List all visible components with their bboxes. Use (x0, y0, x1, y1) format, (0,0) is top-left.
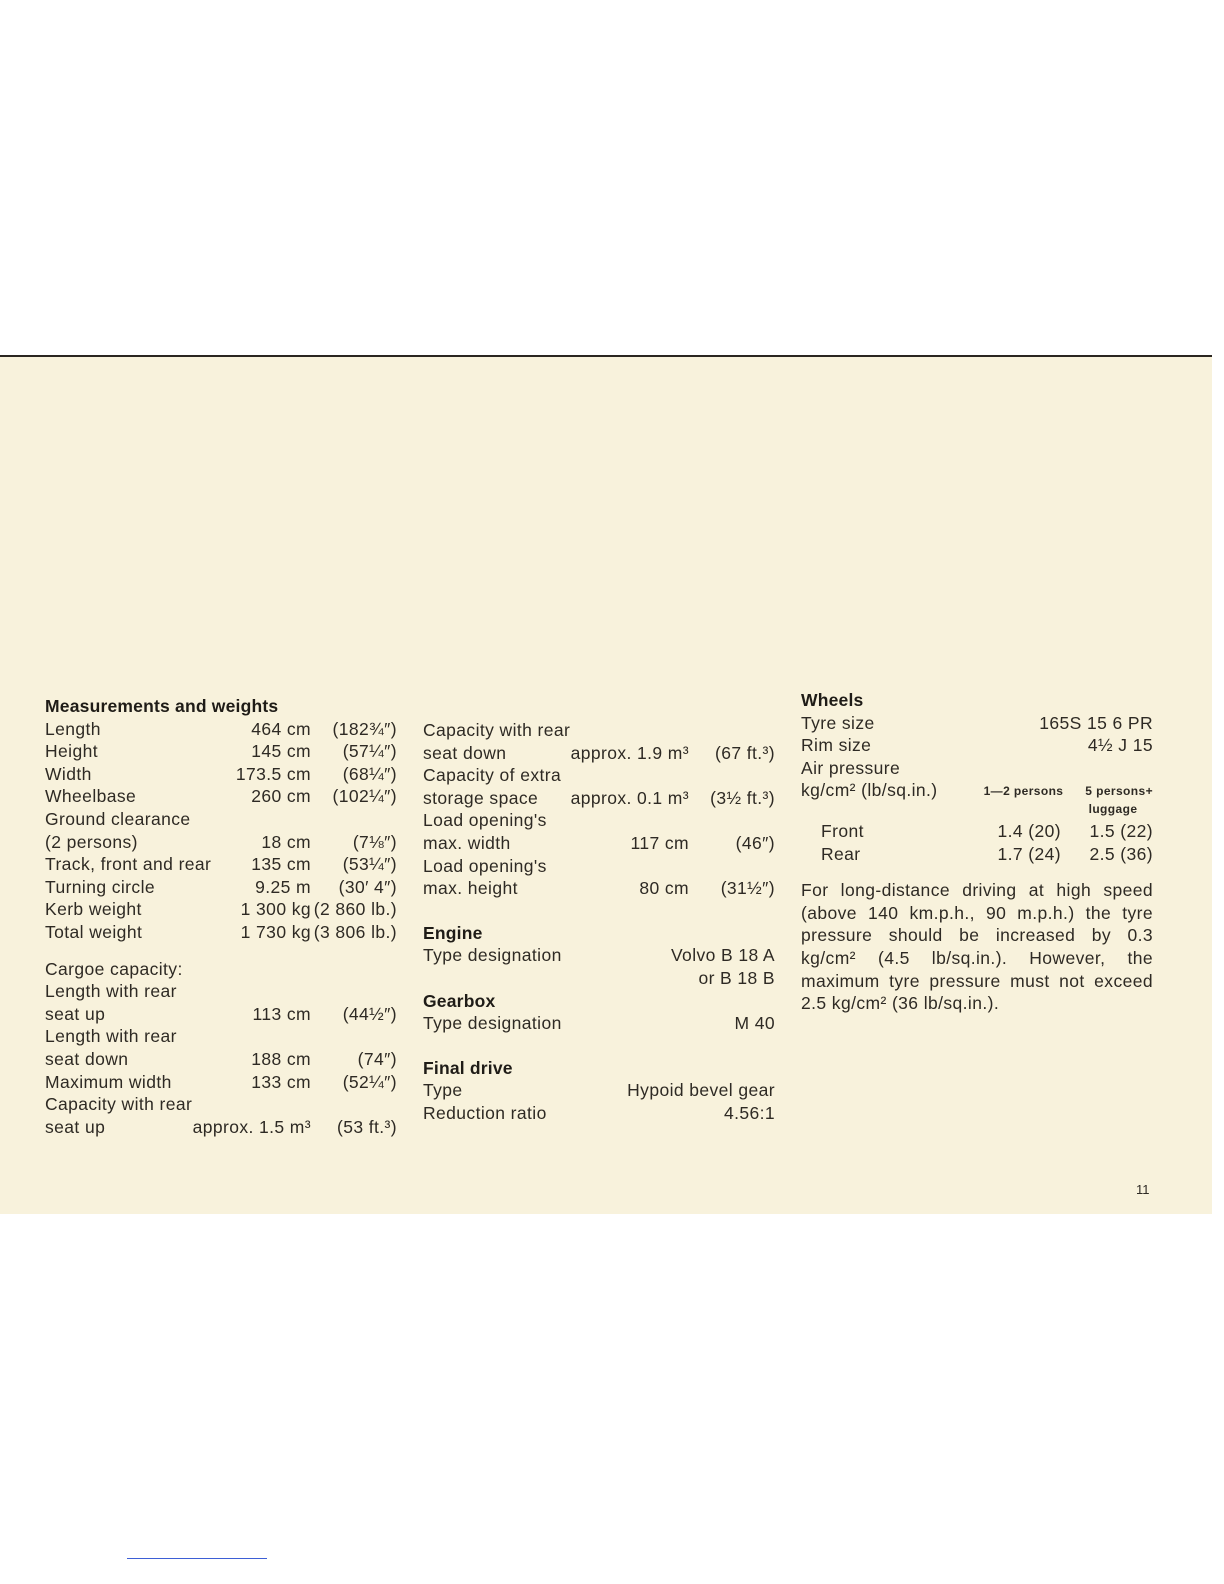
spec-value-metric: 80 cm (639, 878, 689, 899)
spec-label: seat up (45, 1116, 106, 1137)
spec-value-metric: approx. 1.5 m³ (192, 1116, 311, 1137)
spec-label: Track, front and rear (45, 854, 212, 875)
spec-row (423, 855, 775, 878)
spec-value-metric: 113 cm (252, 1003, 311, 1024)
spec-value-metric: 9.25 m (255, 876, 311, 897)
spec-row (423, 764, 775, 787)
scan-edge (1212, 355, 1224, 1212)
spec-label: Capacity with rear (45, 1094, 193, 1115)
spec-value-imperial (689, 719, 775, 742)
measurements-column (45, 695, 397, 1138)
measurements-heading: Measurements and weights (45, 696, 279, 716)
spec-label: Kerb weight (45, 899, 142, 920)
spec-value-metric: 18 cm (261, 831, 311, 852)
spec-value-imperial: (57¼″) (342, 741, 397, 762)
spec-label: Width (45, 763, 92, 784)
spec-row (45, 1048, 397, 1071)
spec-label: Load opening's (423, 855, 547, 876)
spec-value-imperial: (3½ ft.³) (710, 787, 775, 808)
rim-size-label: Rim size (801, 735, 872, 756)
spec-value-imperial: (68¼″) (342, 763, 397, 784)
spec-value-metric (609, 764, 689, 787)
cargo-engine-column (423, 719, 775, 1125)
spec-value-imperial (311, 1025, 397, 1048)
spec-value-imperial: (53 ft.³) (337, 1116, 397, 1137)
spec-value-metric: approx. 1.9 m³ (570, 742, 689, 763)
spec-row (45, 718, 397, 741)
spec-value-imperial: (74″) (357, 1048, 397, 1069)
spec-value-imperial: (44½″) (342, 1003, 397, 1024)
pressure-col-a-header: 1—2 persons (983, 783, 1064, 798)
spec-value-imperial (311, 1093, 397, 1116)
spec-label: Length (45, 718, 101, 739)
spec-value-imperial: (30′ 4″) (338, 876, 397, 897)
spec-value-imperial: (102¼″) (332, 786, 397, 807)
spec-row (45, 1116, 397, 1139)
spec-value-metric (609, 719, 689, 742)
spec-value-imperial: (2 860 lb.) (313, 899, 397, 920)
pressure-row-label: Front (821, 820, 864, 841)
pressure-header-row (801, 779, 1153, 802)
engine-type-row-2 (423, 967, 775, 990)
spec-value-metric: 145 cm (251, 741, 311, 762)
spec-value-imperial: (3 806 lb.) (313, 921, 397, 942)
spec-row (423, 809, 775, 832)
spec-row (45, 853, 397, 876)
spec-label: Turning circle (45, 876, 155, 897)
spec-row (45, 921, 397, 944)
spec-row (45, 831, 397, 854)
spec-row (45, 1093, 397, 1116)
tyre-size-label: Tyre size (801, 712, 875, 733)
engine-type-row (423, 944, 775, 967)
tyre-size-value: 165S 15 6 PR (1039, 712, 1153, 733)
spec-label: Length with rear (45, 1026, 177, 1047)
spec-row (423, 787, 775, 810)
rim-size-value: 4½ J 15 (1087, 735, 1153, 756)
link-underline (127, 1558, 267, 1559)
final-drive-row (423, 1102, 775, 1125)
spec-label: Ground clearance (45, 808, 191, 829)
gearbox-type-row (423, 1012, 775, 1035)
spec-value-metric (231, 1025, 311, 1048)
spec-label: Capacity of extra (423, 765, 562, 786)
air-pressure-label: Air pressure (801, 757, 901, 778)
spec-row (45, 1025, 397, 1048)
spec-row (45, 1003, 397, 1026)
engine-type-value-2: or B 18 B (698, 967, 775, 988)
spec-label: Load opening's (423, 810, 547, 831)
pressure-row-label: Rear (821, 843, 861, 864)
spec-value-metric: 133 cm (251, 1071, 311, 1092)
gearbox-type-label: Type designation (423, 1013, 562, 1034)
spec-value-imperial: (52¼″) (342, 1071, 397, 1092)
spec-value-imperial: (53¼″) (342, 854, 397, 875)
spec-value-imperial: (67 ft.³) (715, 742, 775, 763)
spec-value-imperial (689, 764, 775, 787)
spec-label: max. width (423, 832, 511, 853)
cargo-heading: Cargoe capacity: (45, 958, 183, 979)
spec-row (423, 719, 775, 742)
spec-value-metric (231, 808, 311, 831)
final-drive-value: 4.56:1 (723, 1102, 775, 1123)
gearbox-type-value: M 40 (734, 1013, 775, 1034)
spec-value-metric: 464 cm (251, 718, 311, 739)
pressure-col-b-header: 5 persons+ (1085, 783, 1153, 798)
spec-value-metric (231, 980, 311, 1003)
cargo-table (45, 980, 397, 1138)
final-drive-heading: Final drive (423, 1057, 513, 1078)
cargo-table-continued (423, 719, 775, 900)
spec-value-metric: 260 cm (251, 786, 311, 807)
wheels-column (801, 689, 1153, 1015)
spec-row (45, 808, 397, 831)
pressure-row (801, 843, 1153, 866)
tyre-pressure-note: For long-distance driving at high speed (above 140 km.p.h., 90 m.p.h.) the tyre pressure should be increased by 0.3 kg/cm² (4.5 lb/sq.in.). However, the maximum tyre pressure must not exceed 2.5 kg/cm² (36 lb/sq.in.). (801, 880, 1153, 1014)
pressure-unit-label: kg/cm² (lb/sq.in.) (801, 780, 938, 801)
spec-value-imperial (689, 809, 775, 832)
spec-value-metric: 1 300 kg (240, 899, 311, 920)
spec-label: Capacity with rear (423, 720, 571, 740)
spec-label: seat up (45, 1003, 106, 1024)
spec-row (45, 876, 397, 899)
spec-value-metric: 117 cm (630, 832, 689, 853)
spec-value-metric (231, 1093, 311, 1116)
manual-page (0, 355, 1212, 1214)
spec-value-metric (609, 855, 689, 878)
pressure-row (801, 820, 1153, 843)
spec-value-imperial: (7⅛″) (352, 831, 397, 852)
pressure-value-b: 2.5 (36) (1089, 843, 1153, 864)
spec-value-imperial: (46″) (735, 832, 775, 853)
spec-row (45, 740, 397, 763)
spec-row (423, 742, 775, 765)
spec-row (45, 980, 397, 1003)
spec-value-metric: 173.5 cm (235, 763, 311, 784)
spec-row (423, 877, 775, 900)
measurements-table (45, 718, 397, 944)
spec-value-metric: approx. 0.1 m³ (570, 787, 689, 808)
spec-row (45, 898, 397, 921)
final-drive-label: Type (423, 1080, 463, 1101)
spec-row (45, 1071, 397, 1094)
spec-value-imperial (311, 808, 397, 831)
spec-label: Wheelbase (45, 786, 137, 807)
spec-value-metric: 188 cm (251, 1048, 311, 1069)
spec-value-imperial (689, 855, 775, 878)
spec-label: (2 persons) (45, 831, 138, 852)
final-drive-value: Hypoid bevel gear (627, 1080, 775, 1101)
spec-label: storage space (423, 787, 539, 808)
spec-label: Height (45, 741, 98, 762)
pressure-col-b-header-2: luggage (1088, 801, 1138, 816)
spec-row (45, 763, 397, 786)
final-drive-label: Reduction ratio (423, 1102, 547, 1123)
spec-value-metric: 135 cm (251, 854, 311, 875)
engine-type-value: Volvo B 18 A (670, 945, 775, 966)
spec-value-imperial (311, 980, 397, 1003)
spec-label: max. height (423, 878, 518, 899)
pressure-value-a: 1.4 (20) (997, 820, 1061, 841)
spec-row (45, 785, 397, 808)
rim-size-row (801, 734, 1153, 757)
spec-value-metric: 1 730 kg (240, 921, 311, 942)
spec-value-imperial: (182¾″) (332, 718, 397, 739)
engine-heading: Engine (423, 922, 483, 943)
spec-label: Total weight (45, 921, 143, 942)
spec-label: seat down (45, 1048, 129, 1069)
spec-label: Maximum width (45, 1071, 172, 1092)
final-drive-row (423, 1079, 775, 1102)
pressure-value-a: 1.7 (24) (997, 843, 1061, 864)
wheels-heading: Wheels (801, 690, 864, 710)
gearbox-heading: Gearbox (423, 990, 496, 1011)
spec-label: seat down (423, 742, 507, 763)
page-number: 11 (1136, 1182, 1150, 1197)
tyre-size-row (801, 712, 1153, 735)
spec-row (423, 832, 775, 855)
pressure-value-b: 1.5 (22) (1089, 820, 1153, 841)
spec-label: Length with rear (45, 981, 177, 1002)
spec-value-imperial: (31½″) (720, 878, 775, 899)
engine-type-label: Type designation (423, 945, 562, 966)
spec-value-metric (609, 809, 689, 832)
